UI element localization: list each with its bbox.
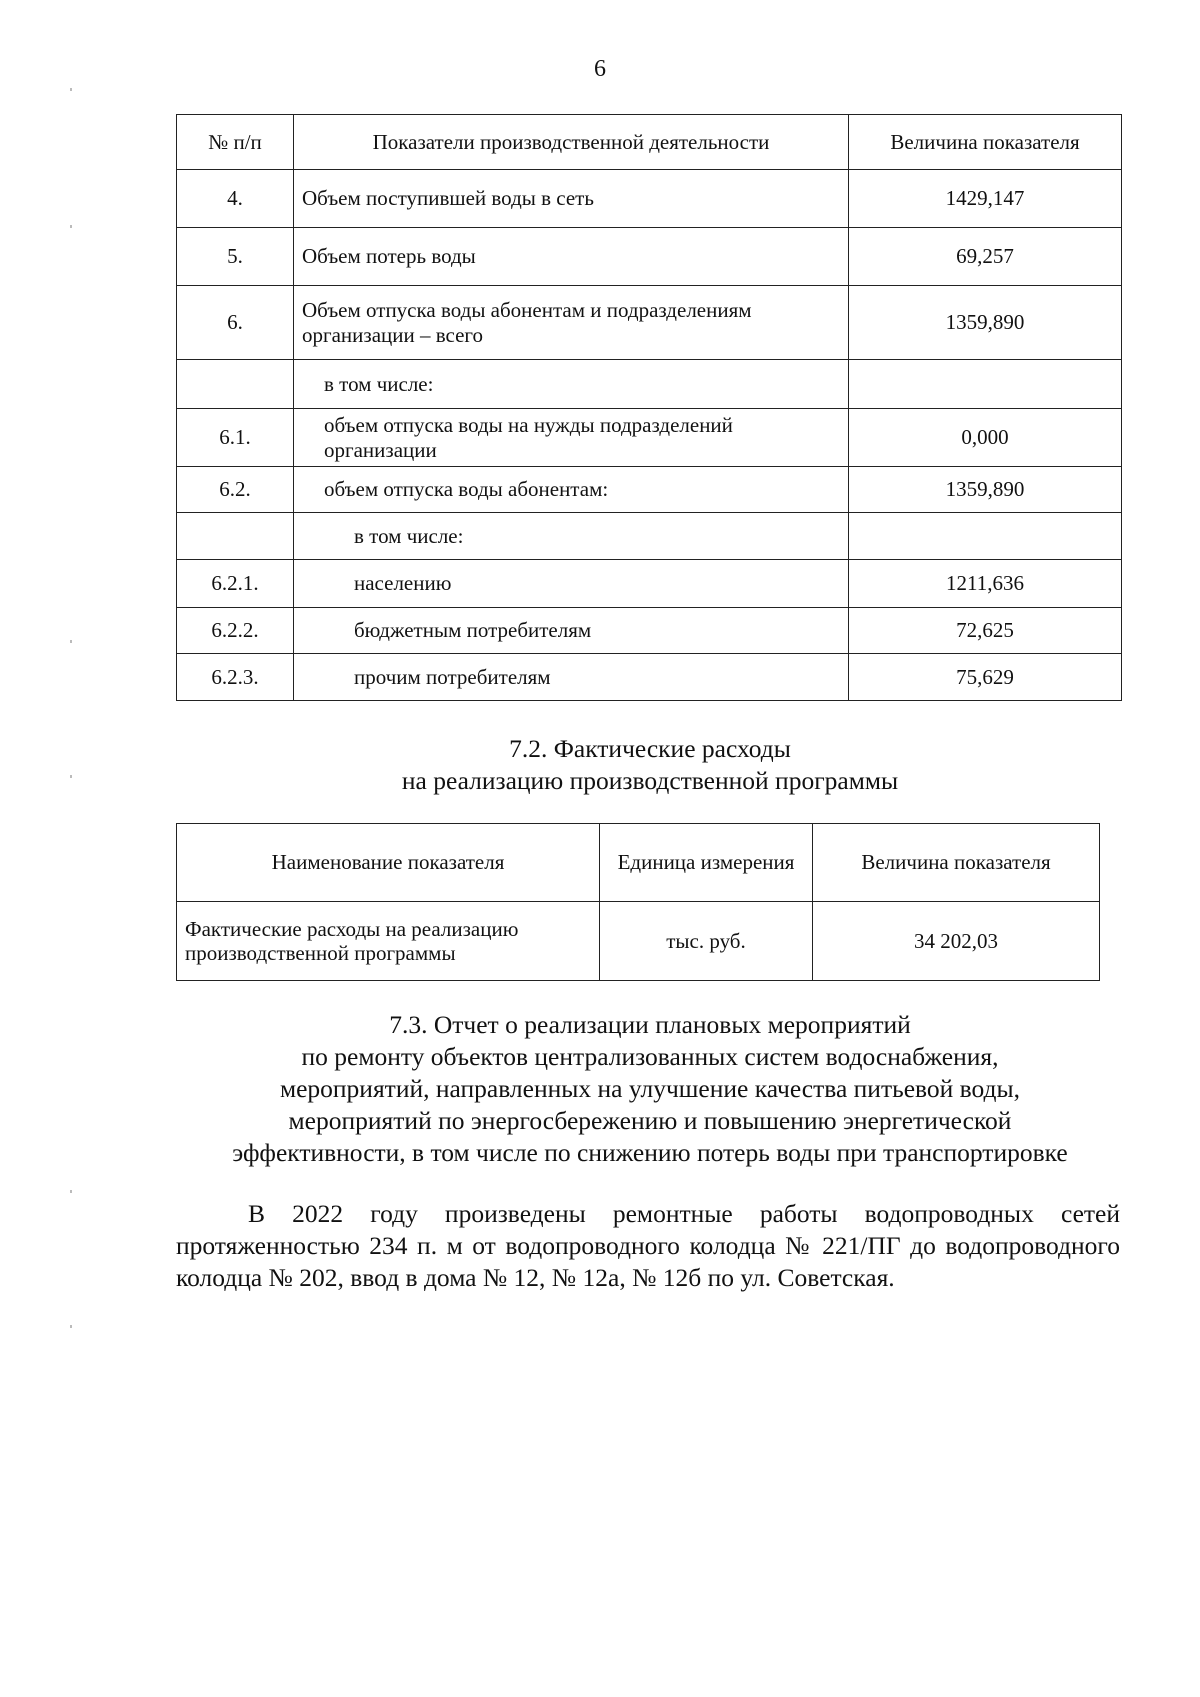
- scan-artifact: [70, 640, 72, 643]
- heading-line: на реализацию производственной программы: [401, 766, 899, 795]
- heading-line: 7.3. Отчет о реализации плановых мероприятий: [389, 1010, 911, 1039]
- table-row: [177, 286, 1122, 360]
- production-indicators-table: [176, 114, 1122, 701]
- row-unit: тыс. руб.: [600, 902, 813, 981]
- table-row: [177, 360, 1122, 409]
- heading-line: 7.2. Фактические расходы: [509, 734, 791, 763]
- row-value: 1429,147: [849, 170, 1122, 228]
- actual-expenses-table: [176, 823, 1100, 981]
- scan-artifact: [70, 775, 72, 778]
- row-label: прочим потребителям: [294, 654, 849, 701]
- table-row: [177, 608, 1122, 654]
- table-header-row: [177, 824, 1100, 902]
- row-label: в том числе:: [294, 360, 849, 409]
- row-value: 1211,636: [849, 560, 1122, 608]
- heading-line: эффективности, в том числе по снижению потерь воды при транспортировке: [232, 1138, 1068, 1167]
- row-value: 34 202,03: [813, 902, 1100, 981]
- row-number: 6.2.2.: [177, 608, 294, 654]
- table-row: [177, 409, 1122, 467]
- table-row: [177, 228, 1122, 286]
- table-row: [177, 654, 1122, 701]
- table-row: [177, 467, 1122, 513]
- column-header-value: Величина показателя: [813, 824, 1100, 902]
- column-header-unit: Единица измерения: [600, 824, 813, 902]
- row-number: [177, 513, 294, 560]
- row-number: 6.1.: [177, 409, 294, 467]
- row-value: 1359,890: [849, 467, 1122, 513]
- scan-artifact: [70, 1325, 72, 1328]
- row-number: 6.2.: [177, 467, 294, 513]
- row-value: [849, 513, 1122, 560]
- table-row: [177, 513, 1122, 560]
- row-label: объем отпуска воды абонентам:: [294, 467, 849, 513]
- row-number: 6.: [177, 286, 294, 360]
- row-label: бюджетным потребителям: [294, 608, 849, 654]
- table-row: [177, 560, 1122, 608]
- table-row: [177, 170, 1122, 228]
- row-value: 1359,890: [849, 286, 1122, 360]
- column-header-indicator: Показатели производственной деятельности: [294, 115, 849, 170]
- heading-line: по ремонту объектов централизованных систем водоснабжения,: [301, 1042, 999, 1071]
- scan-artifact: [70, 1190, 72, 1193]
- row-label: объем отпуска воды на нужды подразделений организации: [294, 409, 849, 467]
- section-7-3-heading: [0, 1009, 1200, 1169]
- row-value: 0,000: [849, 409, 1122, 467]
- page-number: 6: [594, 56, 606, 82]
- table-header-row: [177, 115, 1122, 170]
- row-number: 6.2.3.: [177, 654, 294, 701]
- column-header-value: Величина показателя: [849, 115, 1122, 170]
- row-label: в том числе:: [294, 513, 849, 560]
- heading-line: мероприятий по энергосбережению и повышению энергетической: [288, 1106, 1012, 1135]
- row-value: 69,257: [849, 228, 1122, 286]
- scan-artifact: [70, 88, 72, 91]
- row-value: 75,629: [849, 654, 1122, 701]
- row-number: 5.: [177, 228, 294, 286]
- scan-artifact: [70, 225, 72, 228]
- row-label: Объем потерь воды: [294, 228, 849, 286]
- row-number: 4.: [177, 170, 294, 228]
- repair-work-paragraph: В 2022 году произведены ремонтные работы водопроводных сетей протяженностью 234 п. м от водопроводного колодца № 221/ПГ до водопроводного колодца № 202, ввод в дома № 12, № 12а, № 12б по ул. Советская.: [176, 1199, 1120, 1292]
- heading-line: мероприятий, направленных на улучшение качества питьевой воды,: [279, 1074, 1021, 1103]
- column-header-name: Наименование показателя: [177, 824, 600, 902]
- row-value: [849, 360, 1122, 409]
- row-label: населению: [294, 560, 849, 608]
- table-row: [177, 902, 1100, 981]
- row-label: Фактические расходы на реализацию производственной программы: [177, 902, 600, 981]
- row-number: 6.2.1.: [177, 560, 294, 608]
- section-7-2-heading: [0, 733, 1200, 797]
- row-number: [177, 360, 294, 409]
- row-label: Объем отпуска воды абонентам и подразделениям организации – всего: [294, 286, 849, 360]
- row-value: 72,625: [849, 608, 1122, 654]
- column-header-number: № п/п: [177, 115, 294, 170]
- row-label: Объем поступившей воды в сеть: [294, 170, 849, 228]
